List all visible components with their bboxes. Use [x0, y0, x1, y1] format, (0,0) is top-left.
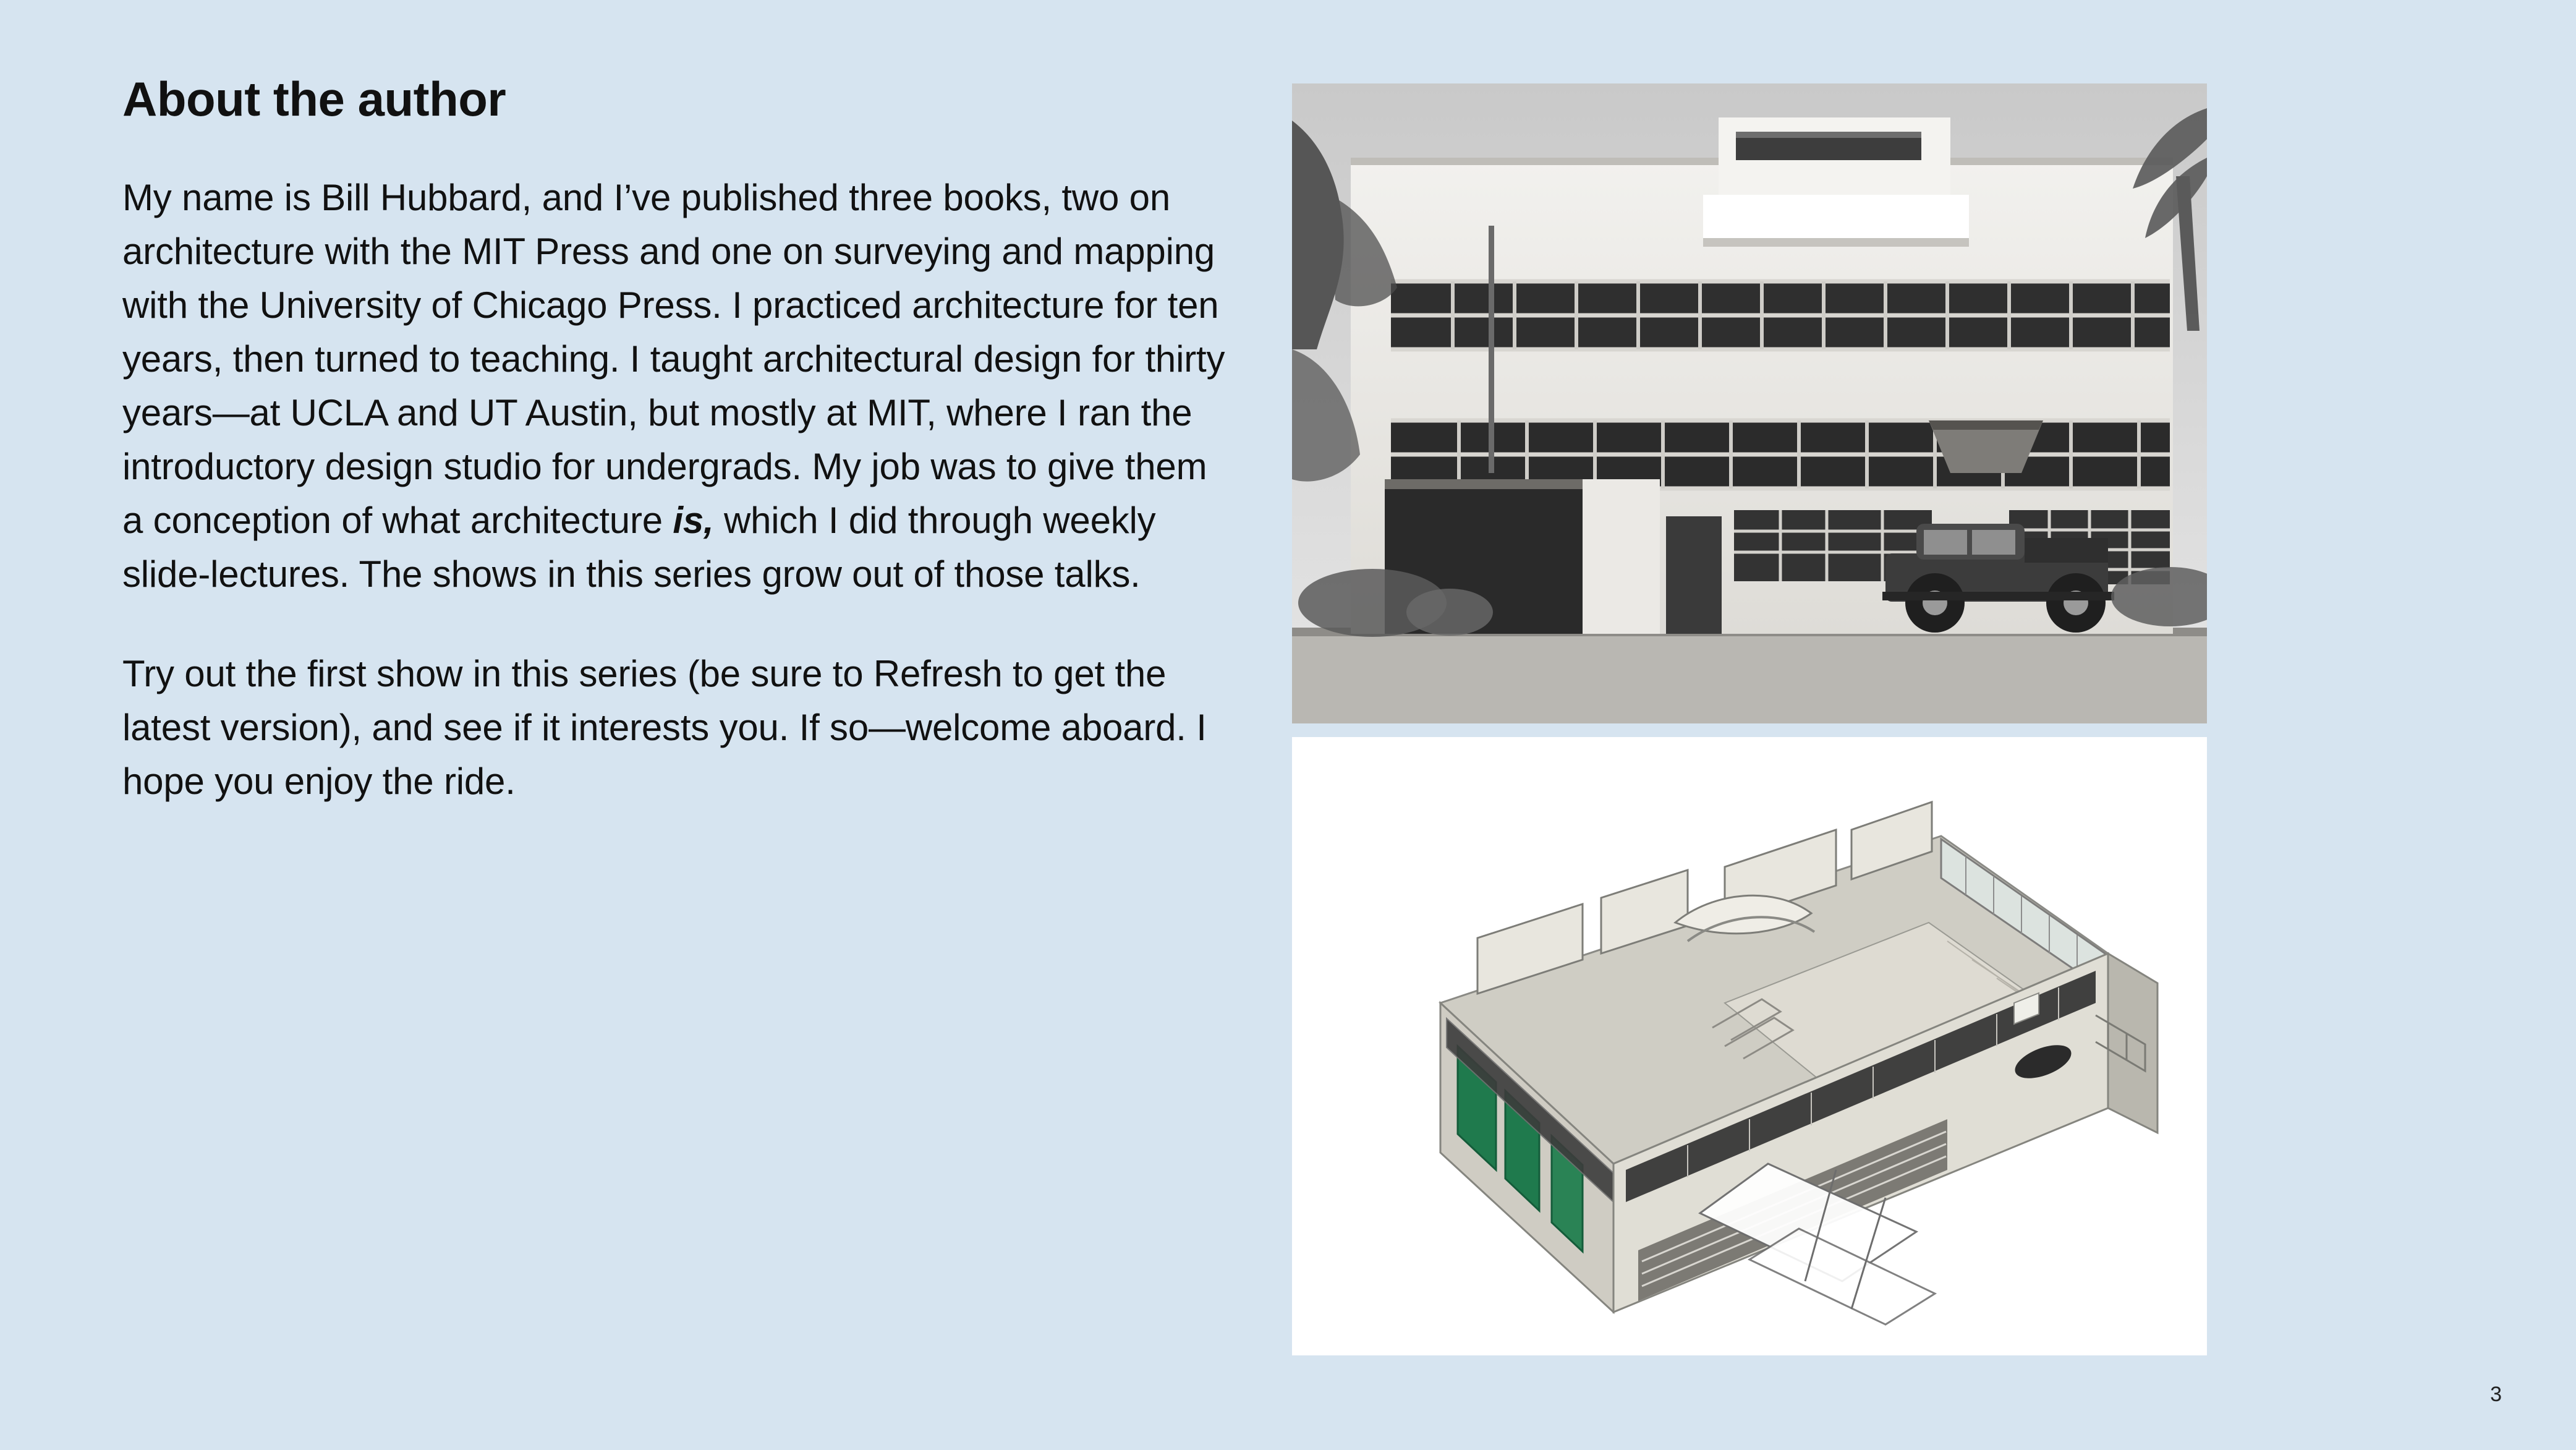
photo-graphic-top	[1292, 83, 2207, 723]
body-paragraph-1	[122, 171, 1229, 601]
image-column	[1292, 83, 2207, 1355]
page-number: 3	[2490, 1383, 2502, 1406]
paragraph-1-segment-3: which I did through weekly slide-lectures. The shows in this series grow out of those talks.	[122, 499, 1156, 595]
body-paragraph-2: Try out the first show in this series (be sure to Refresh to get the latest version), and see if it interests you. If so—welcome aboard. I hope you enjoy the ride.	[122, 652, 1207, 802]
photo-graphic-bottom	[1292, 737, 2207, 1355]
black-white-photo-modernist-house	[1292, 83, 2207, 723]
text-column	[122, 73, 1229, 808]
paragraph-1-emphasis: is,	[673, 499, 714, 541]
page-title: About the author	[122, 72, 506, 126]
3d-model-cutaway-house	[1292, 737, 2207, 1355]
paragraph-1-segment-1: My name is Bill Hubbard, and I’ve published three books, two on architecture with the MIT Press and one on surveying and mapping with the University of Chicago Press. I practiced architecture for ten years, then turned to teaching. I taught architectural design for thirty years—at UCLA and UT Austin, but mostly at MIT, where I ran the introductory design studio for undergrads. My job was to give them a conception of what architecture	[122, 176, 1225, 541]
